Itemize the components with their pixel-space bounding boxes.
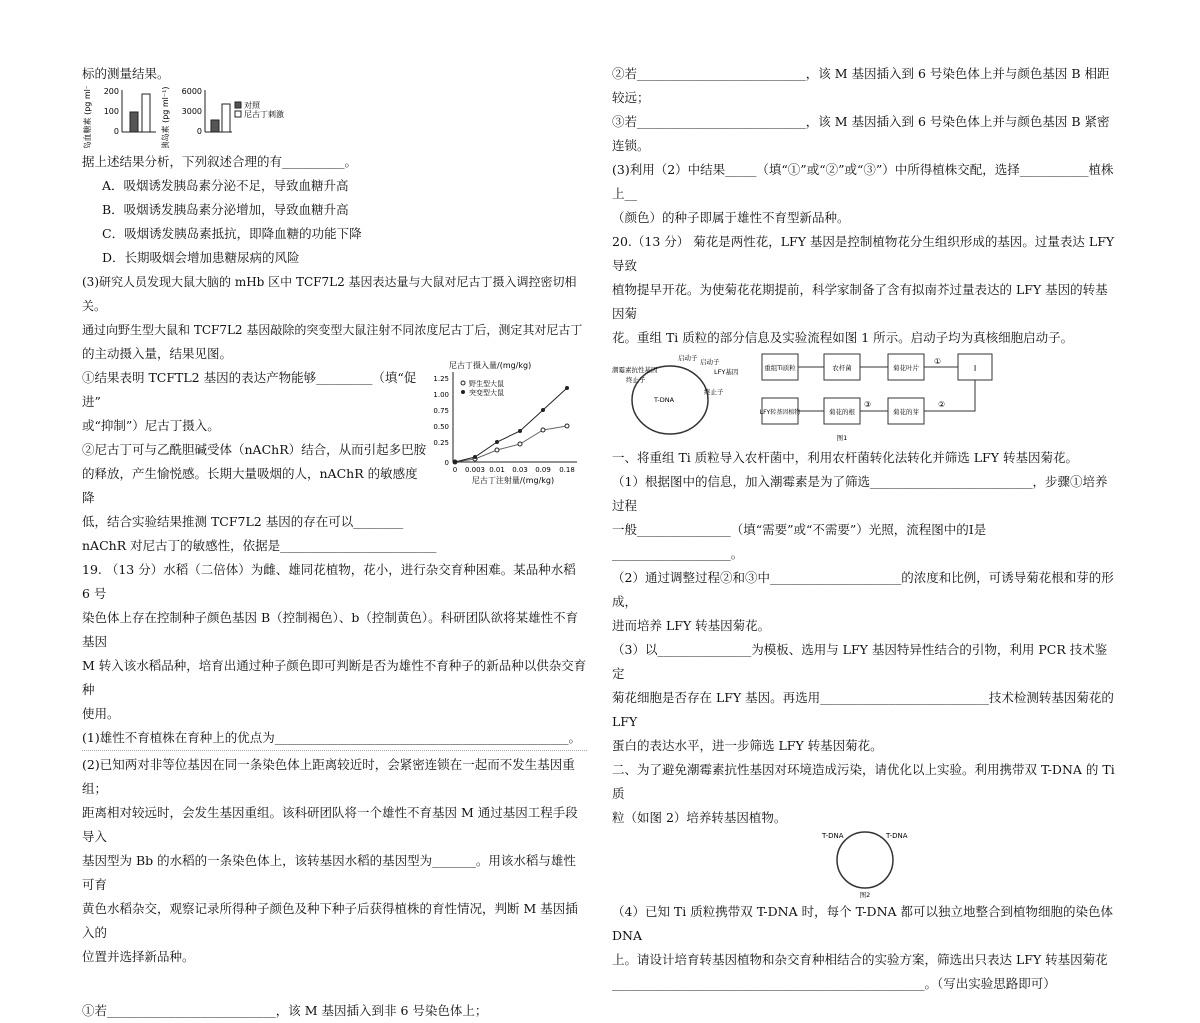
sec1-q1-line: （1）根据图中的信息，加入潮霉素是为了筛选__________________________，步骤①培养过程 <box>612 474 1108 513</box>
q19-line: 使用。 <box>82 706 120 721</box>
q19-line: 19. （13 分）水稻（二倍体）为雌、雄同花植物，花小，进行杂交育种困难。某品种水稻 6 号 <box>82 562 576 601</box>
legend-wild: 野生型大鼠 <box>469 380 504 388</box>
sec1-q1-line: 一般_______________（填“需要”或“不需要”）光照，流程图中的Ⅰ是___________________。 <box>612 522 987 561</box>
bar2-tick: 3000 <box>181 107 202 116</box>
tdna-left: T-DNA <box>822 832 844 840</box>
q19-part3-line: (3)利用（2）中结果_____（填“①”或“②”或“③”）中所得植株交配，选择___________植株上__ <box>612 162 1114 201</box>
plasmid-label: T-DNA <box>654 396 675 404</box>
q19-part2-line: 距离相对较远时，会发生基因重组。该科研团队将一个雄性不育基因 M 通过基因工程手段导入 <box>82 805 578 844</box>
y-tick: 0 <box>444 459 449 467</box>
plasmid-label: 启动子 <box>678 354 698 362</box>
bar1-tick: 0 <box>113 127 119 136</box>
bar1-tick: 100 <box>103 107 119 116</box>
x-tick: 0.01 <box>489 466 505 474</box>
sec2-q4-line: __________________________________________________。（写出实验思路即可） <box>612 976 1056 991</box>
part3-questions <box>82 361 587 558</box>
flow-box: LFY转基因植物 <box>759 409 801 416</box>
flow-box: 菊花的根 <box>829 408 855 416</box>
sec1-q3-line: （3）以_______________为模板、选用与 LFY 基因特异性结合的引物，利用 PCR 技术鉴定 <box>612 642 1108 681</box>
sec1-q2-line: 进而培养 LFY 转基因菊花。 <box>612 618 771 633</box>
part3-line: (3)研究人员发现大鼠大脑的 mHb 区中 TCF7L2 基因表达量与大鼠对尼古丁摄入调控密切相关。 <box>82 275 577 313</box>
y-tick: 0.25 <box>433 439 449 447</box>
sec2-q4-line: （4）已知 Ti 质粒携带双 T-DNA 时，每个 T-DNA 都可以独立地整合到植物细胞的染色体 DNA <box>612 904 1114 943</box>
sec2-q4-line: 上。请设计培育转基因植物和杂交育种相结合的实验方案，筛选出只表达 LFY 转基因菊花 <box>612 952 1108 967</box>
intro-line: 标的测量结果。 <box>82 66 170 81</box>
bar2-control <box>211 120 219 132</box>
x-tick: 0.18 <box>559 466 575 474</box>
q20-line: 植物提早开花。为使菊花花期提前，科学家制备了含有拟南芥过量表达的 LFY 基因的转基因菊 <box>612 282 1108 321</box>
step-label: ① <box>934 357 942 366</box>
hormone-bar-chart <box>82 86 312 148</box>
bar1-control <box>130 112 138 132</box>
part3-q2-line: 低，结合实验结果推测 TCF7L2 基因的存在可以________ <box>82 514 404 529</box>
step-label: ③ <box>864 400 872 409</box>
option-a: A．吸烟诱发胰岛素分泌不足，导致血糖升高 <box>102 178 349 193</box>
option-b: B．吸烟诱发胰岛素分泌增加，导致血糖升高 <box>102 202 349 217</box>
sec1-q3-line: 蛋白的表达水平，进一步筛选 LFY 转基因菊花。 <box>612 738 883 753</box>
left-column <box>82 62 587 1023</box>
bar1-nicotine <box>142 94 150 132</box>
q19-line: M 转入该水稻品种，培育出通过种子颜色即可判断是否为雄性不育种子的新品种以供杂交育种 <box>82 658 587 697</box>
y-tick: 1.25 <box>433 375 449 383</box>
flow-box: Ⅰ <box>973 364 977 373</box>
q19-part3-line: （颜色）的种子即属于雄性不育型新品种。 <box>612 210 850 225</box>
q19-part2-line: (2)已知两对非等位基因在同一条染色体上距离较近时，会紧密连锁在一起而不发生基因重组； <box>82 757 575 796</box>
bar1-ylabel: 胰岛血糖素 (pg ml⁻¹) <box>83 86 92 148</box>
part3-line: 通过向野生型大鼠和 TCF7L2 基因敲除的突变型大鼠注射不同浓度尼古丁后，测定其对尼古丁 <box>82 323 583 337</box>
q19-case3: ③若___________________________，该 M 基因插入到 6 号染色体上并与颜色基因 B 紧密连锁。 <box>612 114 1110 153</box>
figure2-caption: 图2 <box>859 891 871 899</box>
figure2 <box>612 830 1117 900</box>
q20-line: 花。重组 Ti 质粒的部分信息及实验流程如图 1 所示。启动子均为真核细胞启动子。 <box>612 330 1074 345</box>
hormone-bar-figure <box>82 86 587 148</box>
plasmid-label: LFY基因 <box>714 368 739 376</box>
tdna-right: T-DNA <box>886 832 908 840</box>
option-c: C．吸烟诱发胰岛素抵抗，即降血糖的功能下降 <box>102 226 362 241</box>
q19-part2-line: 基因型为 Bb 的水稻的一条染色体上，该转基因水稻的基因型为_______。用该水稻与雄性可育 <box>82 853 576 892</box>
option-d: D．长期吸烟会增加患糖尿病的风险 <box>102 250 300 265</box>
part3-q1-line: ①结果表明 TCFTL2 基因的表达产物能够_________（填“促进” <box>82 370 417 409</box>
q19-part1: (1)雄性不育植株在育种上的优点为_______________________________________________。 <box>82 726 587 751</box>
sec1-title: 一、将重组 Ti 质粒导入农杆菌中，利用农杆菌转化法转化并筛选 LFY 转基因菊花。 <box>612 450 1078 465</box>
plasmid-label: 潮霉素抗性基因 <box>612 366 658 374</box>
sec2-line: 粒（如图 2）培养转基因植物。 <box>612 810 787 825</box>
part3-q2-line: ②尼古丁可与乙酰胆碱受体（nAChR）结合，从而引起多巴胺 <box>82 442 427 457</box>
x-label: 尼古丁注射量/(mg/kg) <box>471 476 555 485</box>
flow-box: 重组Ti质粒 <box>764 364 796 372</box>
figure1 <box>612 350 1117 446</box>
bar2-tick: 0 <box>196 127 202 136</box>
sec1-q3-line: 菊花细胞是否存在 LFY 基因。再选用___________________________技术检测转基因菊花的 LFY <box>612 690 1114 729</box>
sec1-q2-line: （2）通过调整过程②和③中_____________________的浓度和比例，可诱导菊花根和芽的形成， <box>612 570 1114 609</box>
nicotine-line-chart <box>427 358 587 486</box>
bar2-ylabel: 胰岛素 (pg ml⁻¹) <box>161 86 170 148</box>
flow-box: 菊花的芽 <box>893 408 919 416</box>
q19-case2: ②若___________________________，该 M 基因插入到 6 号染色体上并与颜色基因 B 相距较远； <box>612 66 1110 105</box>
part3-line: 的主动摄入量，结果见图。 <box>82 346 233 361</box>
legend-mutant: 突变型大鼠 <box>469 389 504 397</box>
x-tick: 0.09 <box>535 466 551 474</box>
q19-case1: ①若___________________________，该 M 基因插入到非 6 号染色体上； <box>82 1003 488 1018</box>
bar2-nicotine <box>222 104 230 132</box>
legend-control: 对照 <box>244 101 260 110</box>
question-line: 据上述结果分析，下列叙述合理的有__________。 <box>82 154 358 169</box>
flow-box: 菊花叶片 <box>893 364 919 372</box>
y-tick: 0.50 <box>433 423 449 431</box>
sec2-line: 二、为了避免潮霉素抗性基因对环境造成污染，请优化以上实验。利用携带双 T-DNA 的 Ti 质 <box>612 762 1115 801</box>
x-tick: 0.03 <box>512 466 528 474</box>
part3-q1-line: 或“抑制”）尼古丁摄入。 <box>82 418 220 433</box>
legend-nicotine: 尼古丁刺激 <box>244 110 284 119</box>
step-label: ② <box>938 400 946 409</box>
bar2-tick: 6000 <box>181 87 202 96</box>
bar1-tick: 200 <box>103 87 119 96</box>
figure2-diagram <box>612 830 1117 900</box>
q19-line: 染色体上存在控制种子颜色基因 B（控制褐色）、b（控制黄色）。科研团队欲将某雄性不育基因 <box>82 610 579 649</box>
plasmid-label: 终止子 <box>704 388 724 396</box>
y-tick: 0.75 <box>433 407 449 415</box>
part3-q2-line: nAChR 对尼古丁的敏感性，依据是_________________________ <box>82 538 437 553</box>
figure1-caption: 图1 <box>836 434 848 442</box>
chart-title: 尼古丁摄入量/(mg/kg) <box>449 361 532 370</box>
part3-q2-line: 的释放，产生愉悦感。长期大量吸烟的人，nAChR 的敏感度降 <box>82 466 418 505</box>
plasmid-label: 终止子 <box>626 376 646 384</box>
x-tick: 0 <box>452 466 458 474</box>
q19-part2-line: 位置并选择新品种。 <box>82 949 195 964</box>
right-column <box>612 62 1117 996</box>
q20-line: 20.（13 分） 菊花是两性花，LFY 基因是控制植物花分生组织形成的基因。过量表达 LFY 导致 <box>612 234 1115 273</box>
y-tick: 1.00 <box>433 391 449 399</box>
x-tick: 0.003 <box>464 466 486 474</box>
plasmid-label: 启动子 <box>700 358 720 366</box>
flow-box: 农杆菌 <box>832 364 852 372</box>
figure1-diagram <box>612 350 1117 446</box>
q19-part2-line: 黄色水稻杂交，观察记录所得种子颜色及种下种子后获得植株的育性情况，判断 M 基因插入的 <box>82 901 578 940</box>
